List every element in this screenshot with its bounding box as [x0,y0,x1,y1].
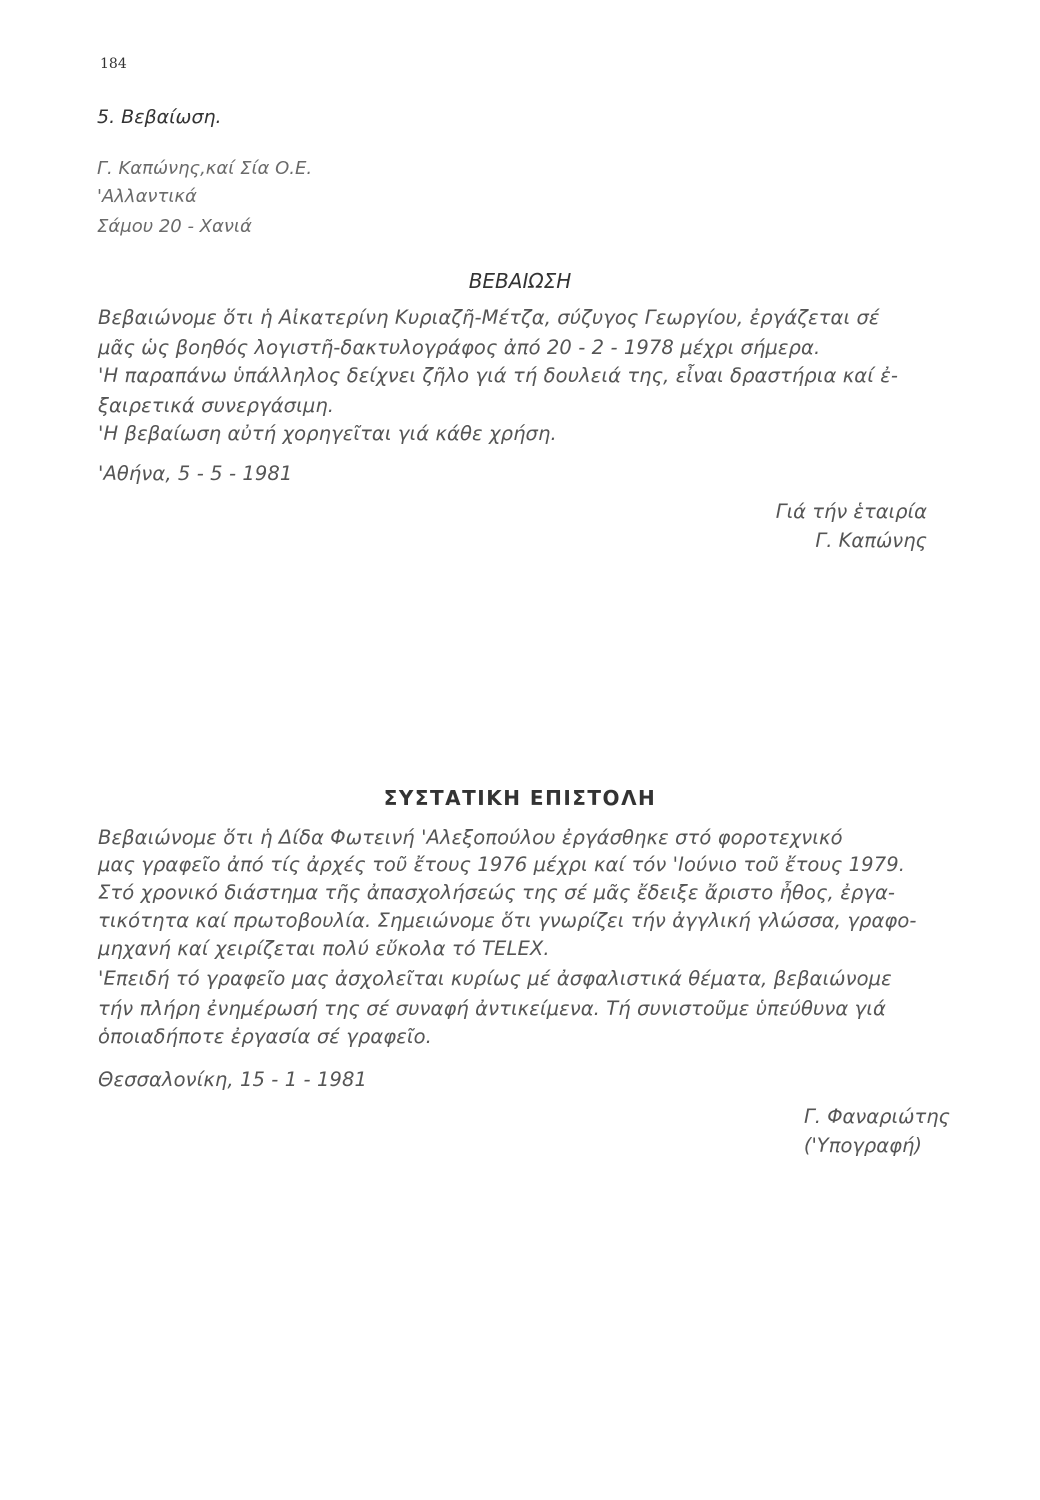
company-street: Σάμου 20 - Χανιά [97,216,252,237]
recommendation-line: μηχανή καί χειρίζεται πολύ εὔκολα τό TELEX. [98,937,550,960]
signature-name: Γ. Καπώνης [815,529,927,552]
recommendation-line: τικότητα καί πρωτοβουλία. Σημειώνομε ὅτι γνωρίζει τήν ἀγγλική γλώσσα, γραφο- [98,909,917,932]
recommendation-line: Βεβαιώνομε ὅτι ἡ Δίδα Φωτεινή 'Αλεξοπούλου ἐργάσθηκε στό φοροτεχνικό [98,826,843,849]
certificate-line: 'Η παραπάνω ὑπάλληλος δείχνει ζῆλο γιά τή δουλειά της, εἶναι δραστήρια καί ἐ- [98,364,899,387]
recommendation-line: τήν πλήρη ἐνημέρωσή της σέ συναφή ἀντικείμενα. Τή συνιστοῦμε ὑπεύθυνα γιά [98,997,886,1020]
certificate-line: Βεβαιώνομε ὅτι ἡ Αἰκατερίνη Κυριαζῆ-Μέτζα, σύζυγος Γεωργίου, ἐργάζεται σέ [98,306,880,329]
recommendation-line: 'Επειδή τό γραφεῖο μας ἀσχολεῖται κυρίως μέ ἀσφαλιστικά θέματα, βεβαιώνομε [98,967,892,990]
signature-label: Γιά τήν ἑταιρία [775,500,927,523]
recommendation-line: μας γραφεῖο ἀπό τίς ἀρχές τοῦ ἔτους 1976 μέχρι καί τόν 'Ιούνιο τοῦ ἔτους 1979. [98,853,906,876]
company-name: Γ. Καπώνης,καί Σία Ο.Ε. [97,158,313,179]
certificate-place-date: 'Αθήνα, 5 - 5 - 1981 [98,462,293,485]
signature-note: ('Υπογραφή) [803,1134,922,1157]
certificate-line: μᾶς ὡς βοηθός λογιστῆ-δακτυλογράφος ἀπό 20 - 2 - 1978 μέχρι σήμερα. [98,336,821,359]
section-heading: 5. Βεβαίωση. [97,106,222,128]
company-business: 'Αλλαντικά [97,186,197,207]
certificate-line: ξαιρετικά συνεργάσιμη. [98,394,335,417]
recommendation-title: ΣΥΣΤΑΤΙΚΗ ΕΠΙΣΤΟΛΗ [383,786,657,810]
recommendation-place-date: Θεσσαλονίκη, 15 - 1 - 1981 [98,1068,367,1091]
certificate-title: ΒΕΒΑΙΩΣΗ [468,269,572,293]
recommendation-line: ὁποιαδήποτε ἐργασία σέ γραφεῖο. [98,1025,432,1048]
recommendation-line: Στό χρονικό διάστημα τῆς ἀπασχολήσεώς της σέ μᾶς ἔδειξε ἄριστο ἦθος, ἐργα- [98,881,896,904]
page-number: 184 [100,56,127,72]
certificate-line: 'Η βεβαίωση αὐτή χορηγεῖται γιά κάθε χρήση. [98,422,557,445]
signature-name: Γ. Φαναριώτης [803,1105,950,1128]
